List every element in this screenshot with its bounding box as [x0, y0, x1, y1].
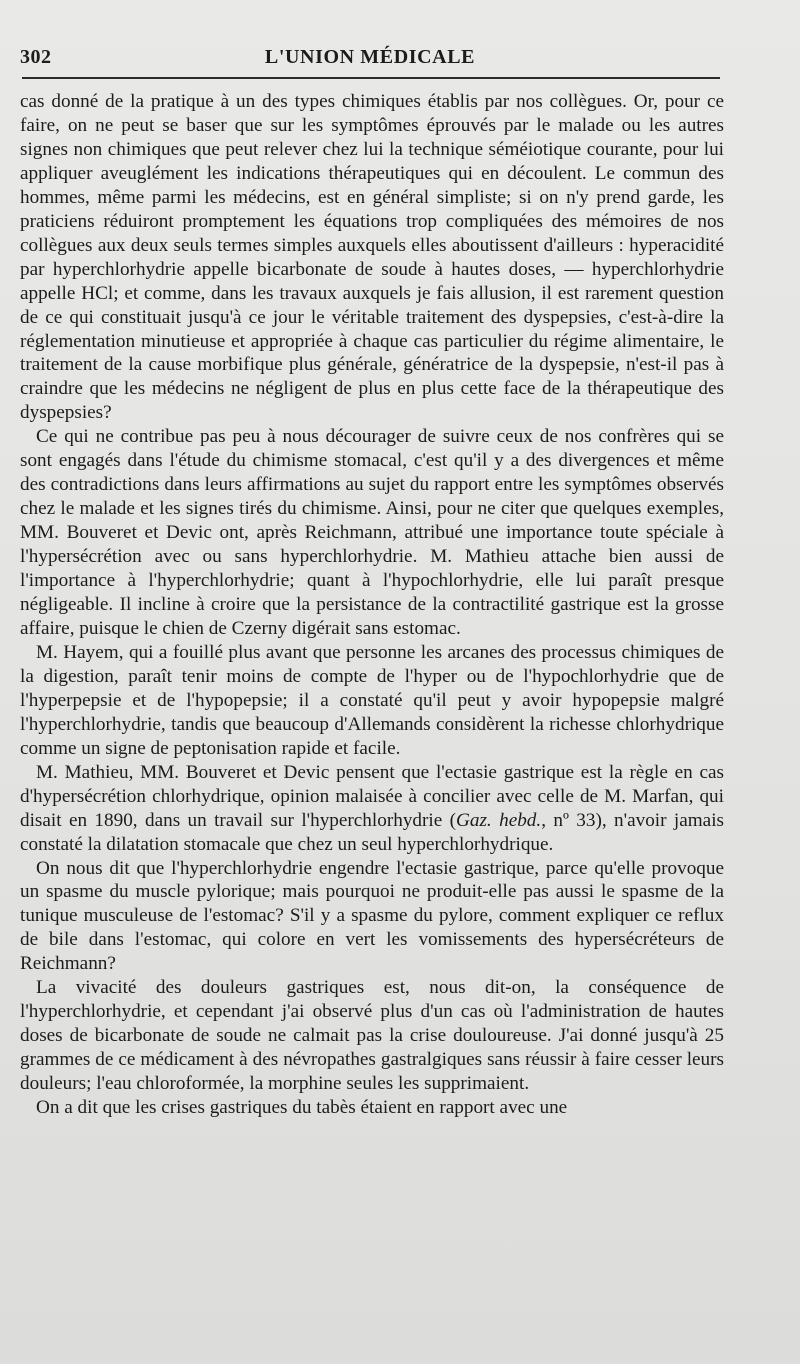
page-header: [0, 40, 800, 74]
paragraph-2: Ce qui ne contribue pas peu à nous décourager de suivre ceux de nos confrères qui se sont engagés dans l'étude du chimisme stomacal, c'est qu'il y a des divergences et même des contradictions dans leurs affirmations au sujet du rapport entre les symptômes observés chez le malade et les signes tirés du chimisme. Ainsi, pour ne citer que quelques exemples, MM. Bouveret et Devic ont, après Reichmann, attribué une importance toute spéciale à l'hypersécrétion avec ou sans hyperchlorhydrie. M. Mathieu attache bien aussi de l'importance à l'hyperchlorhydrie; quant à l'hypochlorhydrie, elle lui paraît presque négligeable. Il incline à croire que la persistance de la contractilité gastrique est la grosse affaire, puisque le chien de Czerny digérait sans estomac.: [20, 426, 724, 639]
paragraph-1: cas donné de la pratique à un des types chimiques établis par nos collègues. Or, pour ce faire, on ne peut se baser que sur les symptômes éprouvés par le malade ou les autres signes non chimiques que peut relever chez lui la technique séméiotique courante, pour lui appliquer aveuglément les indications thérapeutiques qui en découlent. Le commun des hommes, même parmi les médecins, est en général simpliste; si on n'y prend garde, les praticiens réduiront promptement les équations trop compliquées des mémoires de nos collègues aux deux seuls termes simples auxquels elles aboutissent d'ailleurs : hyperacidité par hyperchlorhydrie appelle bicarbonate de soude à hautes doses, — hyperchlorhydrie appelle HCl; et comme, dans les travaux auxquels je fais allusion, il est rarement question de ce qui constituait jusqu'à ce jour le véritable traitement des dyspepsies, c'est-à-dire la réglementation minutieuse et appropriée à chaque cas particulier du régime alimentaire, le traitement de la cause morbifique plus générale, génératrice de la dyspepsie, n'est-il pas à craindre que les médecins ne négligent de plus en plus cette face de la thérapeutique des dyspepsies?: [20, 91, 724, 424]
running-title: L'UNION MÉDICALE: [264, 46, 476, 68]
paragraph-4-text-a: M. Mathieu, MM. Bouveret et Devic pensent que l'ectasie gastrique est la règle en cas d'hypersécrétion chlorhydrique, opinion malaisée à concilier avec celle de M. Marfan, qui disait en 1890, dans un travail sur l'hyperchlorhydrie (: [20, 761, 724, 831]
paragraph-3: M. Hayem, qui a fouillé plus avant que personne les arcanes des processus chimiques de la digestion, paraît tenir moins de compte de l'hyper ou de l'hypochlorhydrie que de l'hyperpepsie et de l'hypopepsie; il a constaté qu'il peut y avoir hypopepsie malgré l'hyperchlorhydrie, tandis que beaucoup d'Allemands considèrent la richesse chlorhydrique comme un signe de peptonisation rapide et facile.: [20, 641, 724, 759]
paragraph-6: La vivacité des douleurs gastriques est, nous dit-on, la conséquence de l'hyperchlorhydrie, et cependant j'ai observé plus d'un cas où l'administration de hautes doses de bicarbonate de soude ne calmait pas la crise douloureuse. J'ai donné jusqu'à 25 grammes de ce médicament à des névropathes gastralgiques sans réussir à faire cesser leurs douleurs; l'eau chloroformée, la morphine seules les supprimaient.: [20, 977, 724, 1095]
page-number: 302: [20, 46, 52, 68]
paragraph-4-text-b: , nº 33), n'avoir jamais constaté la dilatation stomacale que chez un seul hyperchlorhydrique.: [20, 809, 724, 855]
paragraph-4: [20, 761, 724, 857]
header-rule: [22, 77, 720, 79]
body-text: [20, 90, 724, 1120]
journal-citation: Gaz. hebd.: [456, 809, 542, 831]
paragraph-7: On a dit que les crises gastriques du tabès étaient en rapport avec une: [36, 1097, 568, 1119]
paragraph-5: On nous dit que l'hyperchlorhydrie engendre l'ectasie gastrique, parce qu'elle provoque un spasme du muscle pylorique; mais pourquoi ne produit-elle pas aussi le spasme de la tunique musculeuse de l'estomac? S'il y a spasme du pylore, comment expliquer ce reflux de bile dans l'estomac, qui colore en vert les vomissements des hypersécréteurs de Reichmann?: [20, 857, 724, 975]
